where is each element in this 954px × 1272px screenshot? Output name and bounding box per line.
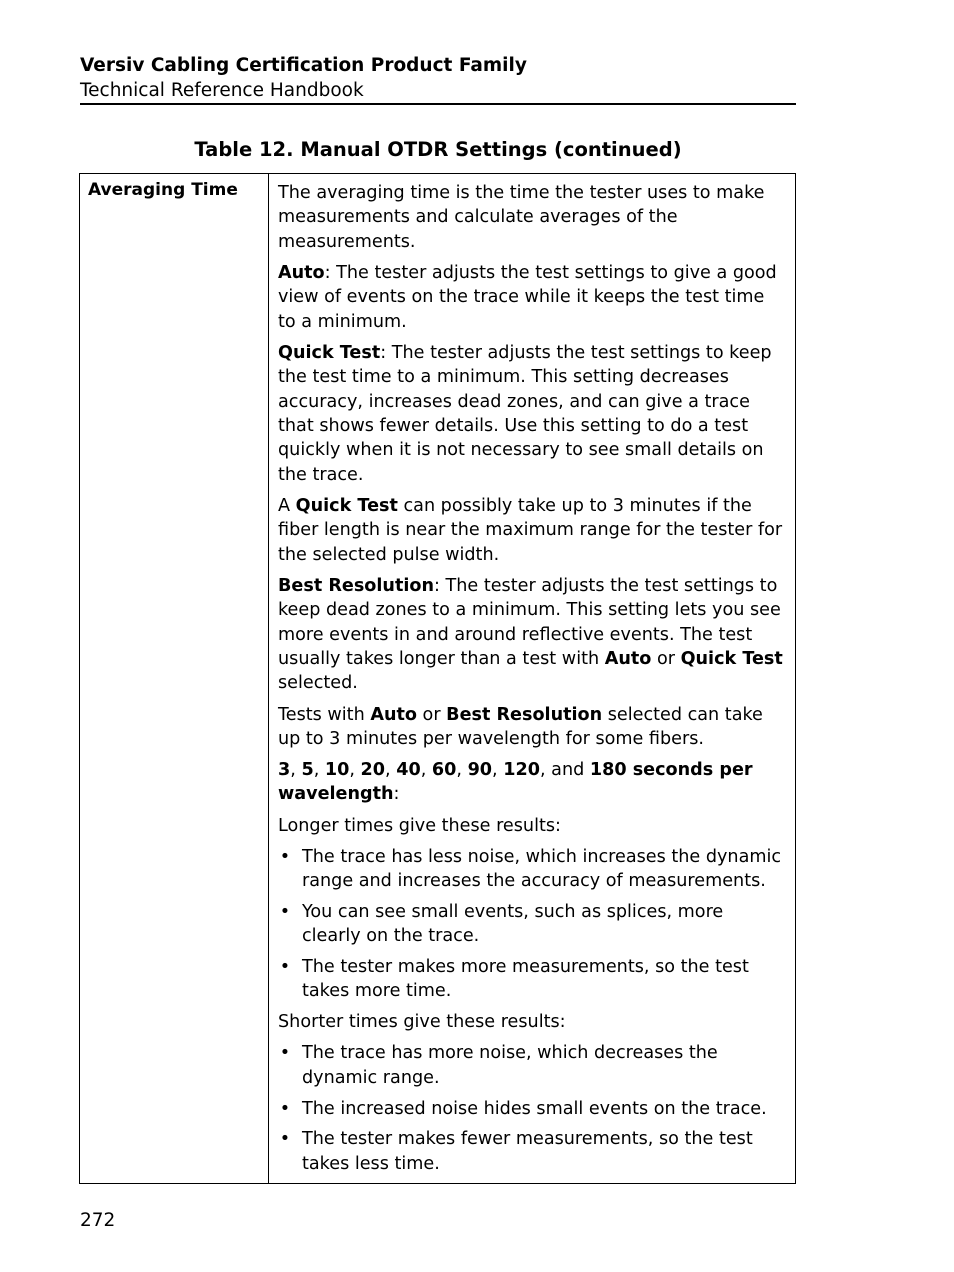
intro-paragraph: The averaging time is the time the tester uses to make measurements and calculate averages of the measurements.	[278, 183, 765, 252]
running-header	[80, 53, 795, 103]
tests-with-text: selected can take up to 3 minutes per wavelength for some fibers.	[278, 704, 763, 749]
list-item	[278, 845, 787, 894]
time-value: 3	[278, 760, 291, 781]
best-resolution-end: selected.	[278, 673, 358, 694]
best-resolution-term2: Auto	[604, 649, 652, 670]
time-value: 5	[301, 760, 314, 781]
best-resolution-text: : The tester adjusts the test settings to keep dead zones to a minimum. This setting lets you see more events in and around reflective events. The test usually takes longer than a test with	[278, 575, 781, 670]
setting-description	[269, 174, 796, 1184]
time-value: 90	[467, 760, 493, 781]
bullet-text: The trace has less noise, which increases the dynamic range and increases the accuracy of measurements.	[302, 846, 782, 892]
quick-note-pre: A	[278, 495, 296, 516]
handbook-title: Technical Reference Handbook	[80, 80, 364, 101]
list-item	[278, 1127, 787, 1176]
tests-with-term2: Best Resolution	[446, 704, 603, 725]
bullet-text: You can see small events, such as splices, more clearly on the trace.	[302, 901, 724, 947]
list-item	[278, 1041, 787, 1090]
bullet-icon: •	[279, 1129, 291, 1150]
table-row	[80, 174, 796, 1184]
bullet-icon: •	[279, 901, 291, 922]
quick-note-text: can possibly take up to 3 minutes if the fiber length is near the maximum range for the tester for the selected pulse width.	[278, 495, 783, 565]
tests-with-pre: Tests with	[278, 704, 371, 725]
tests-with-paragraph	[278, 703, 787, 752]
header-rule	[80, 103, 796, 105]
best-resolution-term3: Quick Test	[680, 649, 783, 670]
times-colon: :	[393, 784, 400, 805]
auto-text: : The tester adjusts the test settings to give a good view of events on the trace while it keeps the test time to a minimum.	[278, 262, 777, 332]
times-paragraph: 3, 5, 10, 20, 40, 60, 90, 120, and 180 seconds per wavelength:	[278, 760, 753, 805]
bullet-icon: •	[279, 957, 291, 978]
list-item	[278, 955, 787, 1004]
otdr-settings-table	[79, 173, 796, 1184]
times-and-word: and	[551, 760, 585, 781]
bullet-text: The tester makes more measurements, so the test takes more time.	[302, 957, 749, 1002]
time-value: 60	[431, 760, 457, 781]
best-resolution-mid: or	[651, 649, 681, 670]
quick-test-note	[278, 494, 787, 567]
time-value-last: 180 seconds per wavelength	[278, 760, 753, 805]
auto-paragraph	[278, 261, 787, 334]
product-family-title: Versiv Cabling Certification Product Family	[80, 55, 527, 76]
quick-test-text: : The tester adjusts the test settings to keep the test time to a minimum. This setting decreases accuracy, increases dead zones, and can give a trace that shows fewer details. Use this setting to do a test quickly when it is not necessary to see small details on the trace.	[278, 342, 772, 485]
table-caption: Table 12. Manual OTDR Settings (continued)	[194, 138, 682, 161]
bullet-icon: •	[279, 1098, 291, 1119]
time-value: 120	[503, 760, 540, 781]
bullet-icon: •	[279, 846, 291, 867]
time-value: 40	[396, 760, 421, 781]
time-value: 10	[324, 760, 350, 781]
bullet-text: The trace has more noise, which decreases the dynamic range.	[302, 1043, 718, 1088]
longer-heading: Longer times give these results:	[278, 815, 561, 836]
auto-term: Auto	[278, 262, 325, 283]
shorter-heading: Shorter times give these results:	[278, 1012, 566, 1033]
bullet-icon: •	[279, 1043, 291, 1064]
time-value: 20	[360, 760, 386, 781]
setting-name: Averaging Time	[80, 174, 269, 1184]
list-item	[278, 1097, 787, 1121]
quick-note-term: Quick Test	[295, 495, 398, 516]
tests-with-mid: or	[416, 704, 447, 725]
best-resolution-paragraph	[278, 574, 787, 696]
bullet-text: The increased noise hides small events on the trace.	[302, 1098, 767, 1119]
list-item	[278, 900, 787, 949]
page-number: 272	[80, 1210, 116, 1231]
bullet-text: The tester makes fewer measurements, so the test takes less time.	[302, 1129, 753, 1174]
best-resolution-term: Best Resolution	[278, 575, 434, 596]
tests-with-term1: Auto	[370, 704, 417, 725]
quick-test-term: Quick Test	[278, 342, 381, 363]
quick-test-paragraph	[278, 341, 787, 487]
